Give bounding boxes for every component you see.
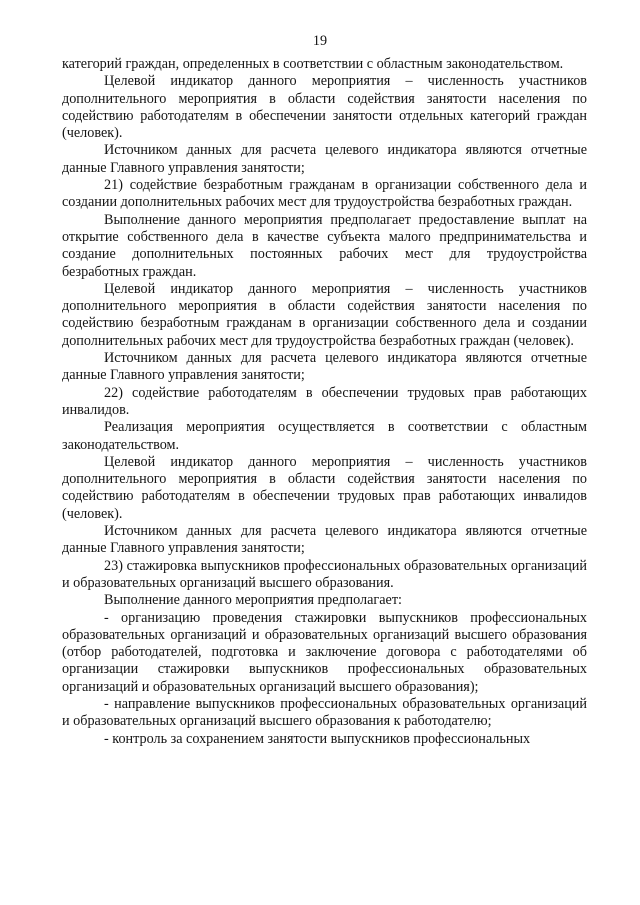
paragraph: Выполнение данного мероприятия предполагает предоставление выплат на открытие собственного дела в качестве субъекта малого предпринимательства и создание дополнительных постоянных рабочих мест для трудоустройства безработных граждан.: [62, 211, 587, 280]
paragraph: Выполнение данного мероприятия предполагает:: [104, 592, 402, 609]
paragraph: Целевой индикатор данного мероприятия – численность участников дополнительного мероприятия в области содействия занятости населения по содействию безработным гражданам в организации собственного дела и создании дополнительных рабочих мест для трудоустройства безработных граждан (человек).: [62, 280, 587, 349]
paragraph: Целевой индикатор данного мероприятия – численность участников дополнительного мероприятия в области содействия занятости населения по содействию работодателям в обеспечении занятости отдельных категорий граждан (человек).: [62, 73, 587, 142]
paragraph: Источником данных для расчета целевого индикатора являются отчетные данные Главного управления занятости;: [62, 523, 587, 557]
list-item: - организацию проведения стажировки выпускников профессиональных образовательных организаций и образовательных организаций высшего образования (отбор работодателей, подготовка и заключение договора с работодателями об организации стажировки выпускников профессиональных образовательных организаций и образовательных организаций высшего образования);: [62, 609, 587, 695]
paragraph: 22) содействие работодателям в обеспечении трудовых прав работающих инвалидов.: [62, 384, 587, 418]
paragraph: Источником данных для расчета целевого индикатора являются отчетные данные Главного управления занятости;: [62, 350, 587, 384]
paragraph: Реализация мероприятия осуществляется в соответствии с областным законодательством.: [62, 419, 587, 453]
paragraph: Источником данных для расчета целевого индикатора являются отчетные данные Главного управления занятости;: [62, 142, 587, 176]
paragraph: 23) стажировка выпускников профессиональных образовательных организаций и образовательных организаций высшего образования.: [62, 557, 587, 591]
page-number: 19: [312, 33, 328, 49]
document-body: [62, 56, 587, 748]
paragraph: 21) содействие безработным гражданам в организации собственного дела и создании дополнительных рабочих мест для трудоустройства безработных граждан.: [62, 177, 587, 211]
paragraph: Целевой индикатор данного мероприятия – численность участников дополнительного мероприятия в области содействия занятости населения по содействию работодателям в обеспечении трудовых прав работающих инвалидов (человек).: [62, 453, 587, 522]
paragraph: категорий граждан, определенных в соответствии с областным законодательством.: [62, 56, 564, 72]
list-item: - контроль за сохранением занятости выпускников профессиональных: [104, 730, 531, 747]
list-item: - направление выпускников профессиональных образовательных организаций и образовательных организаций высшего образования к работодателю;: [62, 695, 587, 730]
